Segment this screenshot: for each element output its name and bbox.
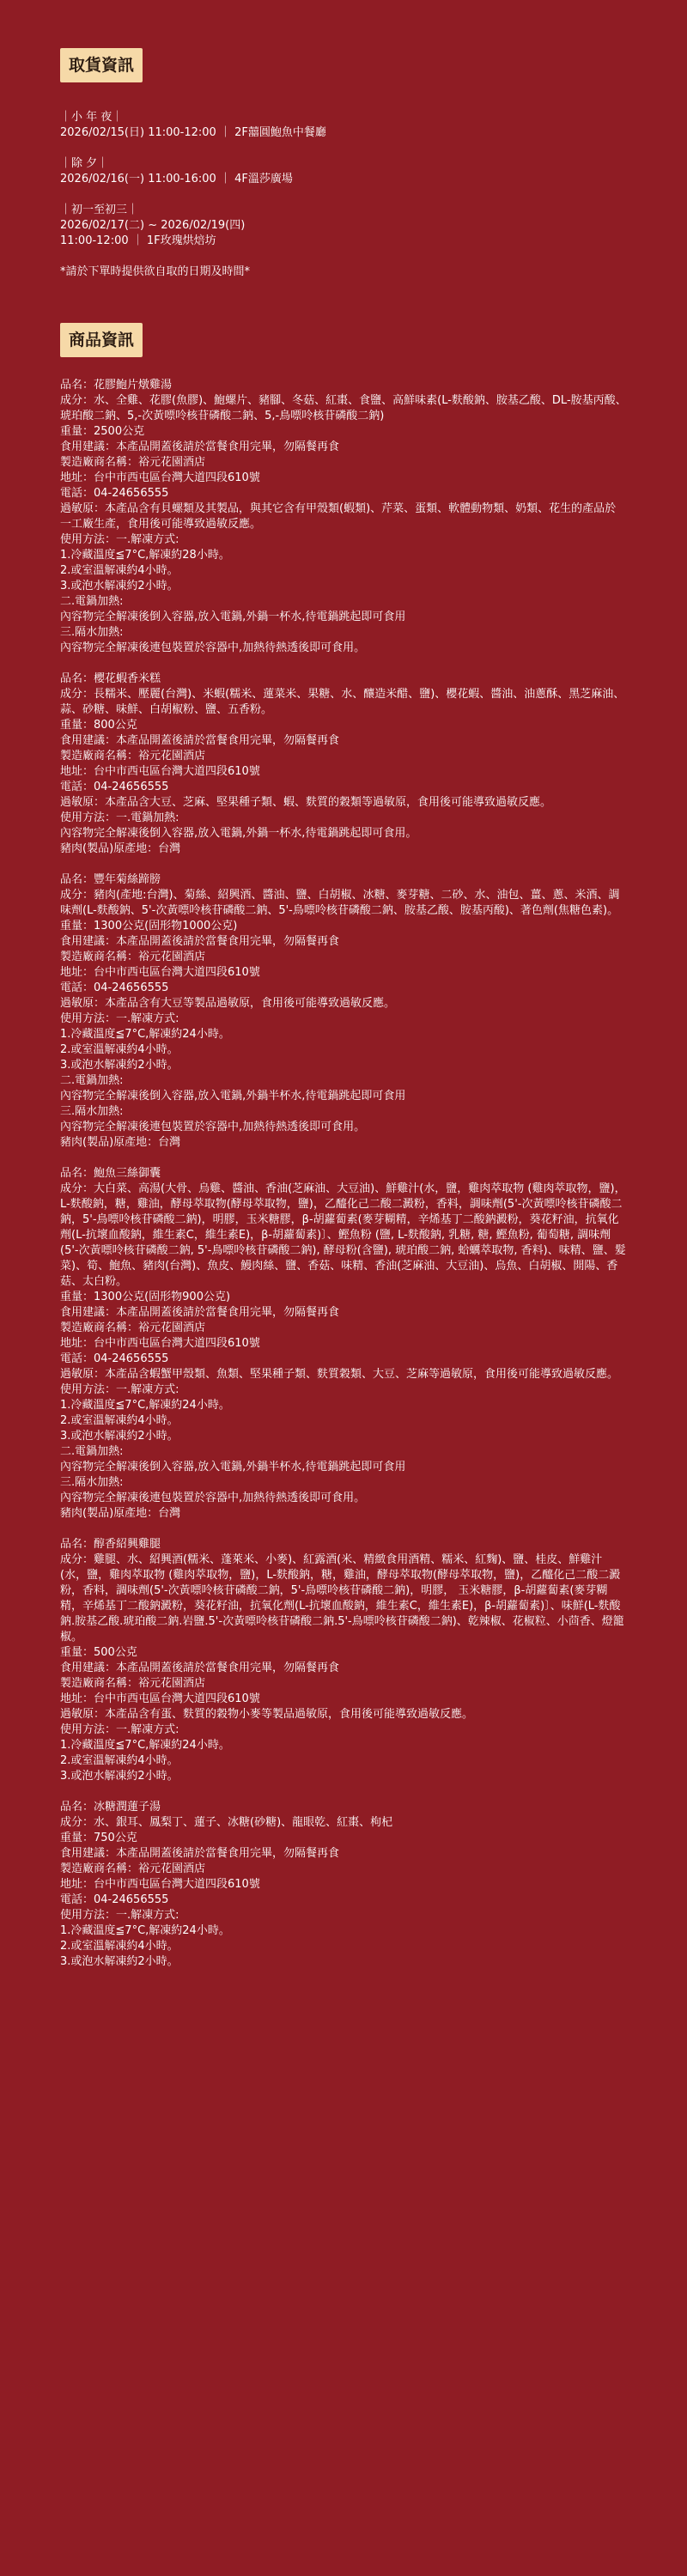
product-detail-line: 2.或室溫解凍約4小時。	[60, 1414, 179, 1427]
product-detail-line: 使用方法：一.解凍方式:	[60, 1012, 179, 1025]
pickup-section-title: 取貨資訊	[60, 48, 143, 82]
product-detail-line: 過敏原：本產品含蝦蟹甲殼類、魚類、堅果種子類、麩質穀類、大豆、芝麻等過敏原，食用後可能導致過敏反應。	[60, 1368, 619, 1381]
product-item	[60, 378, 627, 656]
product-detail-line: 成分：長糯米、壓麗(台灣)、米蝦(糯米、蓮菜米、果糖、水、釀造米醋、鹽)、櫻花蝦、醬油、油蔥酥、黑芝麻油、蒜、砂糖、味鮮、白胡椒粉、鹽、五香粉。	[60, 688, 625, 716]
product-detail-line: 豬肉(製品)原產地：台灣	[60, 1507, 181, 1520]
product-detail-line: 使用方法：一.解凍方式:	[60, 533, 179, 546]
product-detail-line: 電話：04-24656555	[60, 1352, 169, 1365]
product-detail-line: 成分：豬肉(產地:台灣)、菊絲、紹興酒、醬油、鹽、白胡椒、冰糖、麥芽糖、二砂、水、油包、薑、蔥、米酒、調味劑(L-麩酸鈉、5'-次黃嘌呤核苷磷酸二鈉、5'-鳥嘌呤核苷磷酸二鈉、胺基乙酸、胺基丙酸)、著色劑(焦糖色素)。	[60, 889, 620, 917]
product-name: 品名：醇香紹興雞腿	[60, 1538, 161, 1551]
product-item	[60, 671, 627, 857]
product-item	[60, 872, 627, 1151]
pickup-time-location: 2026/02/15(日) 11:00-12:00 ｜ 2F囍圓鮑魚中餐廳	[60, 126, 326, 139]
product-detail-line: 電話：04-24656555	[60, 1893, 169, 1906]
pickup-time-location: 2026/02/17(二) ~ 2026/02/19(四)	[60, 219, 246, 232]
product-name: 品名：豐年菊絲蹄膀	[60, 873, 161, 886]
product-list	[60, 378, 627, 1985]
pickup-block	[60, 203, 627, 249]
pickup-info	[60, 110, 627, 280]
product-detail-line: 二.電鍋加熱:	[60, 1074, 124, 1087]
product-section-title: 商品資訊	[60, 323, 143, 357]
product-detail-line: 二.電鍋加熱:	[60, 1445, 124, 1458]
product-detail-line: 製造廠商名稱：裕元花園酒店	[60, 750, 206, 762]
product-detail-line: 三.隔水加熱:	[60, 1105, 124, 1118]
product-detail-line: 使用方法：一.解凍方式:	[60, 1383, 179, 1396]
pickup-time-location: 11:00-12:00 ｜ 1F玫瑰烘焙坊	[60, 234, 216, 247]
product-detail-line: 重量：1300公克(固形物1000公克)	[60, 920, 238, 933]
product-detail-line: 1.冷藏溫度≦7°C,解凍約24小時。	[60, 1739, 230, 1752]
product-detail-line: 電話：04-24656555	[60, 981, 169, 994]
product-detail-line: 製造廠商名稱：裕元花園酒店	[60, 1321, 206, 1334]
product-detail-line: 三.隔水加熱:	[60, 1476, 124, 1489]
product-detail-line: 地址：台中市西屯區台灣大道四段610號	[60, 966, 260, 979]
pickup-block	[60, 156, 627, 187]
product-detail-line: 3.或泡水解凍約2小時。	[60, 1770, 179, 1783]
product-detail-line: 電話：04-24656555	[60, 487, 169, 500]
product-detail-line: 3.或泡水解凍約2小時。	[60, 1059, 179, 1072]
product-detail-line: 電話：04-24656555	[60, 781, 169, 793]
product-detail-line: 地址：台中市西屯區台灣大道四段610號	[60, 1337, 260, 1350]
product-detail-line: 重量：2500公克	[60, 425, 145, 438]
pickup-period-label: ｜小 年 夜｜	[60, 111, 124, 124]
product-detail-line: 地址：台中市西屯區台灣大道四段610號	[60, 471, 260, 484]
product-detail-line: 過敏原：本產品含大豆、芝麻、堅果種子類、蝦、麩質的穀類等過敏原，食用後可能導致過敏反應。	[60, 796, 552, 809]
product-detail-line: 1.冷藏溫度≦7°C,解凍約24小時。	[60, 1924, 230, 1937]
product-detail-line: 食用建議：本產品開蓋後請於當餐食用完畢，勿隔餐再食	[60, 935, 340, 948]
product-name: 品名：冰糖潤蓮子湯	[60, 1801, 161, 1814]
product-detail-line: 過敏原：本產品含有蛋、麩質的穀物小麥等製品過敏原，食用後可能導致過敏反應。	[60, 1708, 474, 1721]
product-detail-line: 2.或室溫解凍約4小時。	[60, 564, 179, 577]
product-detail-line: 1.冷藏溫度≦7°C,解凍約24小時。	[60, 1028, 230, 1041]
product-detail-line: 內容物完全解凍後連包裝置於容器中,加熱待熱透後即可食用。	[60, 1492, 366, 1504]
product-detail-line: 2.或室溫解凍約4小時。	[60, 1940, 179, 1953]
product-name: 品名：花膠鮑片燉雞湯	[60, 379, 173, 392]
product-detail-line: 重量：1300公克(固形物900公克)	[60, 1291, 231, 1303]
product-detail-line: 食用建議：本產品開蓋後請於當餐食用完畢，勿隔餐再食	[60, 1847, 340, 1860]
product-detail-line: 過敏原：本產品含有貝螺類及其製品，與其它含有甲殼類(蝦類)、芹菜、蛋類、軟體動物類、奶類、花生的產品於一工廠生產，食用後可能導致過敏反應。	[60, 502, 617, 531]
product-detail-line: 1.冷藏溫度≦7°C,解凍約24小時。	[60, 1399, 230, 1412]
product-detail-line: 內容物完全解凍後連包裝置於容器中,加熱待熱透後即可食用。	[60, 1121, 366, 1133]
product-detail-line: 食用建議：本產品開蓋後請於當餐食用完畢，勿隔餐再食	[60, 1306, 340, 1319]
product-detail-line: 豬肉(製品)原產地：台灣	[60, 1136, 181, 1149]
product-detail-line: 地址：台中市西屯區台灣大道四段610號	[60, 1692, 260, 1705]
product-item	[60, 1537, 627, 1784]
product-detail-line: 內容物完全解凍後倒入容器,放入電鍋,外鍋半杯水,待電鍋跳起即可食用	[60, 1461, 406, 1473]
product-detail-line: 3.或泡水解凍約2小時。	[60, 1955, 179, 1968]
product-detail-line: 重量：500公克	[60, 1646, 137, 1659]
product-detail-line: 製造廠商名稱：裕元花園酒店	[60, 951, 206, 963]
pickup-period-label: ｜除 夕｜	[60, 157, 109, 170]
product-detail-line: 成分：大白菜、高湯(大骨、烏雞、醬油、香油(芝麻油、大豆油)、鮮雞汁(水，鹽，雞肉萃取物 (雞肉萃取物，鹽)，L-麩酸鈉，糖，雞油，酵母萃取物(酵母萃取物，鹽)，乙醯化己二酸二澱粉，香料，調味劑(5'-次黃嘌呤核苷磷酸二鈉，5'-鳥嘌呤核苷磷酸二鈉)，明膠，玉米糖膠，β-胡蘿蔔素(麥芽糊精，辛烯基丁二酸鈉澱粉，葵花籽油，抗氧化劑(L-抗壞血酸鈉，維生素C，維生素E)，β-胡蘿蔔素)〕、鰹魚粉 (鹽, L-麩酸鈉, 乳糖, 糖, 鰹魚粉, 葡萄糖, 調味劑 (5'-次黃嘌呤核苷磷酸二鈉, 5'-鳥嘌呤核苷磷酸二鈉), 酵母粉(含鹽), 琥珀酸二鈉, 蛤蠣萃取物, 香料)、味精、鹽、髮菜)、筍、鮑魚、豬肉(台灣)、魚皮、鰻肉絲、鹽、香菇、味精、香油(芝麻油、大豆油)、烏魚、白胡椒、開陽、香菇、太白粉。	[60, 1182, 626, 1288]
product-item	[60, 1800, 627, 1970]
product-name: 品名：鮑魚三絲御囊	[60, 1167, 161, 1180]
product-detail-line: 內容物完全解凍後連包裝置於容器中,加熱待熱透後即可食用。	[60, 641, 366, 654]
product-detail-line: 成分：雞腿、水、紹興酒(糯米、蓬萊米、小麥)、紅露酒(米、精緻食用酒精、糯米、紅麴)、鹽、桂皮、鮮雞汁(水，鹽，雞肉萃取物 (雞肉萃取物，鹽)，L-麩酸鈉，糖，雞油，酵母萃取物(酵母萃取物，鹽)，乙醯化己二酸二澱粉，香料，調味劑(5'-次黃嘌呤核苷磷酸二鈉，5'-鳥嘌呤核苷磷酸二鈉)，明膠， 玉米糖膠，β-胡蘿蔔素(麥芽糊精，辛烯基丁二酸鈉澱粉，葵花籽油，抗氧化劑(L-抗壞血酸鈉，維生素C，維生素E)，β-胡蘿蔔素)〕、味鮮(L-麩酸鈉.胺基乙酸.琥珀酸二鈉.岩鹽.5'-次黃嘌呤核苷磷酸二鈉.5'-鳥嘌呤核苷磷酸二鈉)、乾辣椒、花椒粒、小茴香、燈籠椒。	[60, 1553, 624, 1643]
product-name: 品名：櫻花蝦香米糕	[60, 672, 161, 685]
product-detail-line: 製造廠商名稱：裕元花園酒店	[60, 1862, 206, 1875]
product-detail-line: 食用建議：本產品開蓋後請於當餐食用完畢，勿隔餐再食	[60, 734, 340, 747]
product-detail-line: 3.或泡水解凍約2小時。	[60, 580, 179, 592]
product-detail-line: 使用方法：一.解凍方式:	[60, 1723, 179, 1736]
product-detail-line: 使用方法：一.解凍方式:	[60, 1909, 179, 1922]
product-detail-line: 食用建議：本產品開蓋後請於當餐食用完畢，勿隔餐再食	[60, 1662, 340, 1674]
product-detail-line: 食用建議：本產品開蓋後請於當餐食用完畢，勿隔餐再食	[60, 440, 340, 453]
product-detail-line: 地址：台中市西屯區台灣大道四段610號	[60, 1878, 260, 1891]
product-detail-line: 豬肉(製品)原產地：台灣	[60, 842, 181, 855]
product-detail-line: 內容物完全解凍後倒入容器,放入電鍋,外鍋一杯水,待電鍋跳起即可食用	[60, 611, 406, 623]
product-detail-line: 使用方法：一.電鍋加熱:	[60, 811, 179, 824]
product-detail-line: 成分：水、全雞、花膠(魚膠)、鮑螺片、豬腳、冬菇、紅棗、食鹽、高鮮味素(L-麩酸鈉、胺基乙酸、DL-胺基丙酸、琥珀酸二鈉、5,-次黃嘌呤核苷磷酸二鈉、5,-鳥嘌呤核苷磷酸二鈉)	[60, 394, 627, 422]
product-detail-line: 重量：800公克	[60, 719, 137, 732]
pickup-block	[60, 110, 627, 141]
product-detail-line: 成分：水、銀耳、鳳梨丁、蓮子、冰糖(砂糖)、龍眼乾、紅棗、枸杞	[60, 1816, 393, 1829]
pickup-time-location: 2026/02/16(一) 11:00-16:00 ｜ 4F溫莎廣場	[60, 173, 293, 185]
product-detail-line: 2.或室溫解凍約4小時。	[60, 1754, 179, 1767]
product-detail-line: 製造廠商名稱：裕元花園酒店	[60, 1677, 206, 1690]
product-detail-line: 地址：台中市西屯區台灣大道四段610號	[60, 765, 260, 778]
product-detail-line: 內容物完全解凍後倒入容器,放入電鍋,外鍋半杯水,待電鍋跳起即可食用	[60, 1090, 406, 1103]
product-item	[60, 1166, 627, 1522]
product-detail-line: 三.隔水加熱:	[60, 626, 124, 639]
pickup-period-label: ｜初一至初三｜	[60, 204, 139, 216]
product-detail-line: 製造廠商名稱：裕元花園酒店	[60, 456, 206, 469]
product-detail-line: 3.或泡水解凍約2小時。	[60, 1430, 179, 1443]
product-detail-line: 2.或室溫解凍約4小時。	[60, 1043, 179, 1056]
product-detail-line: 過敏原：本產品含有大豆等製品過敏原，食用後可能導致過敏反應。	[60, 997, 396, 1010]
product-detail-line: 內容物完全解凍後倒入容器,放入電鍋,外鍋一杯水,待電鍋跳起即可食用。	[60, 827, 417, 840]
pickup-note: *請於下單時提供欲自取的日期及時間*	[60, 265, 251, 278]
product-detail-line: 重量：750公克	[60, 1832, 137, 1844]
product-detail-line: 1.冷藏溫度≦7°C,解凍約28小時。	[60, 549, 230, 562]
product-detail-line: 二.電鍋加熱:	[60, 595, 124, 608]
